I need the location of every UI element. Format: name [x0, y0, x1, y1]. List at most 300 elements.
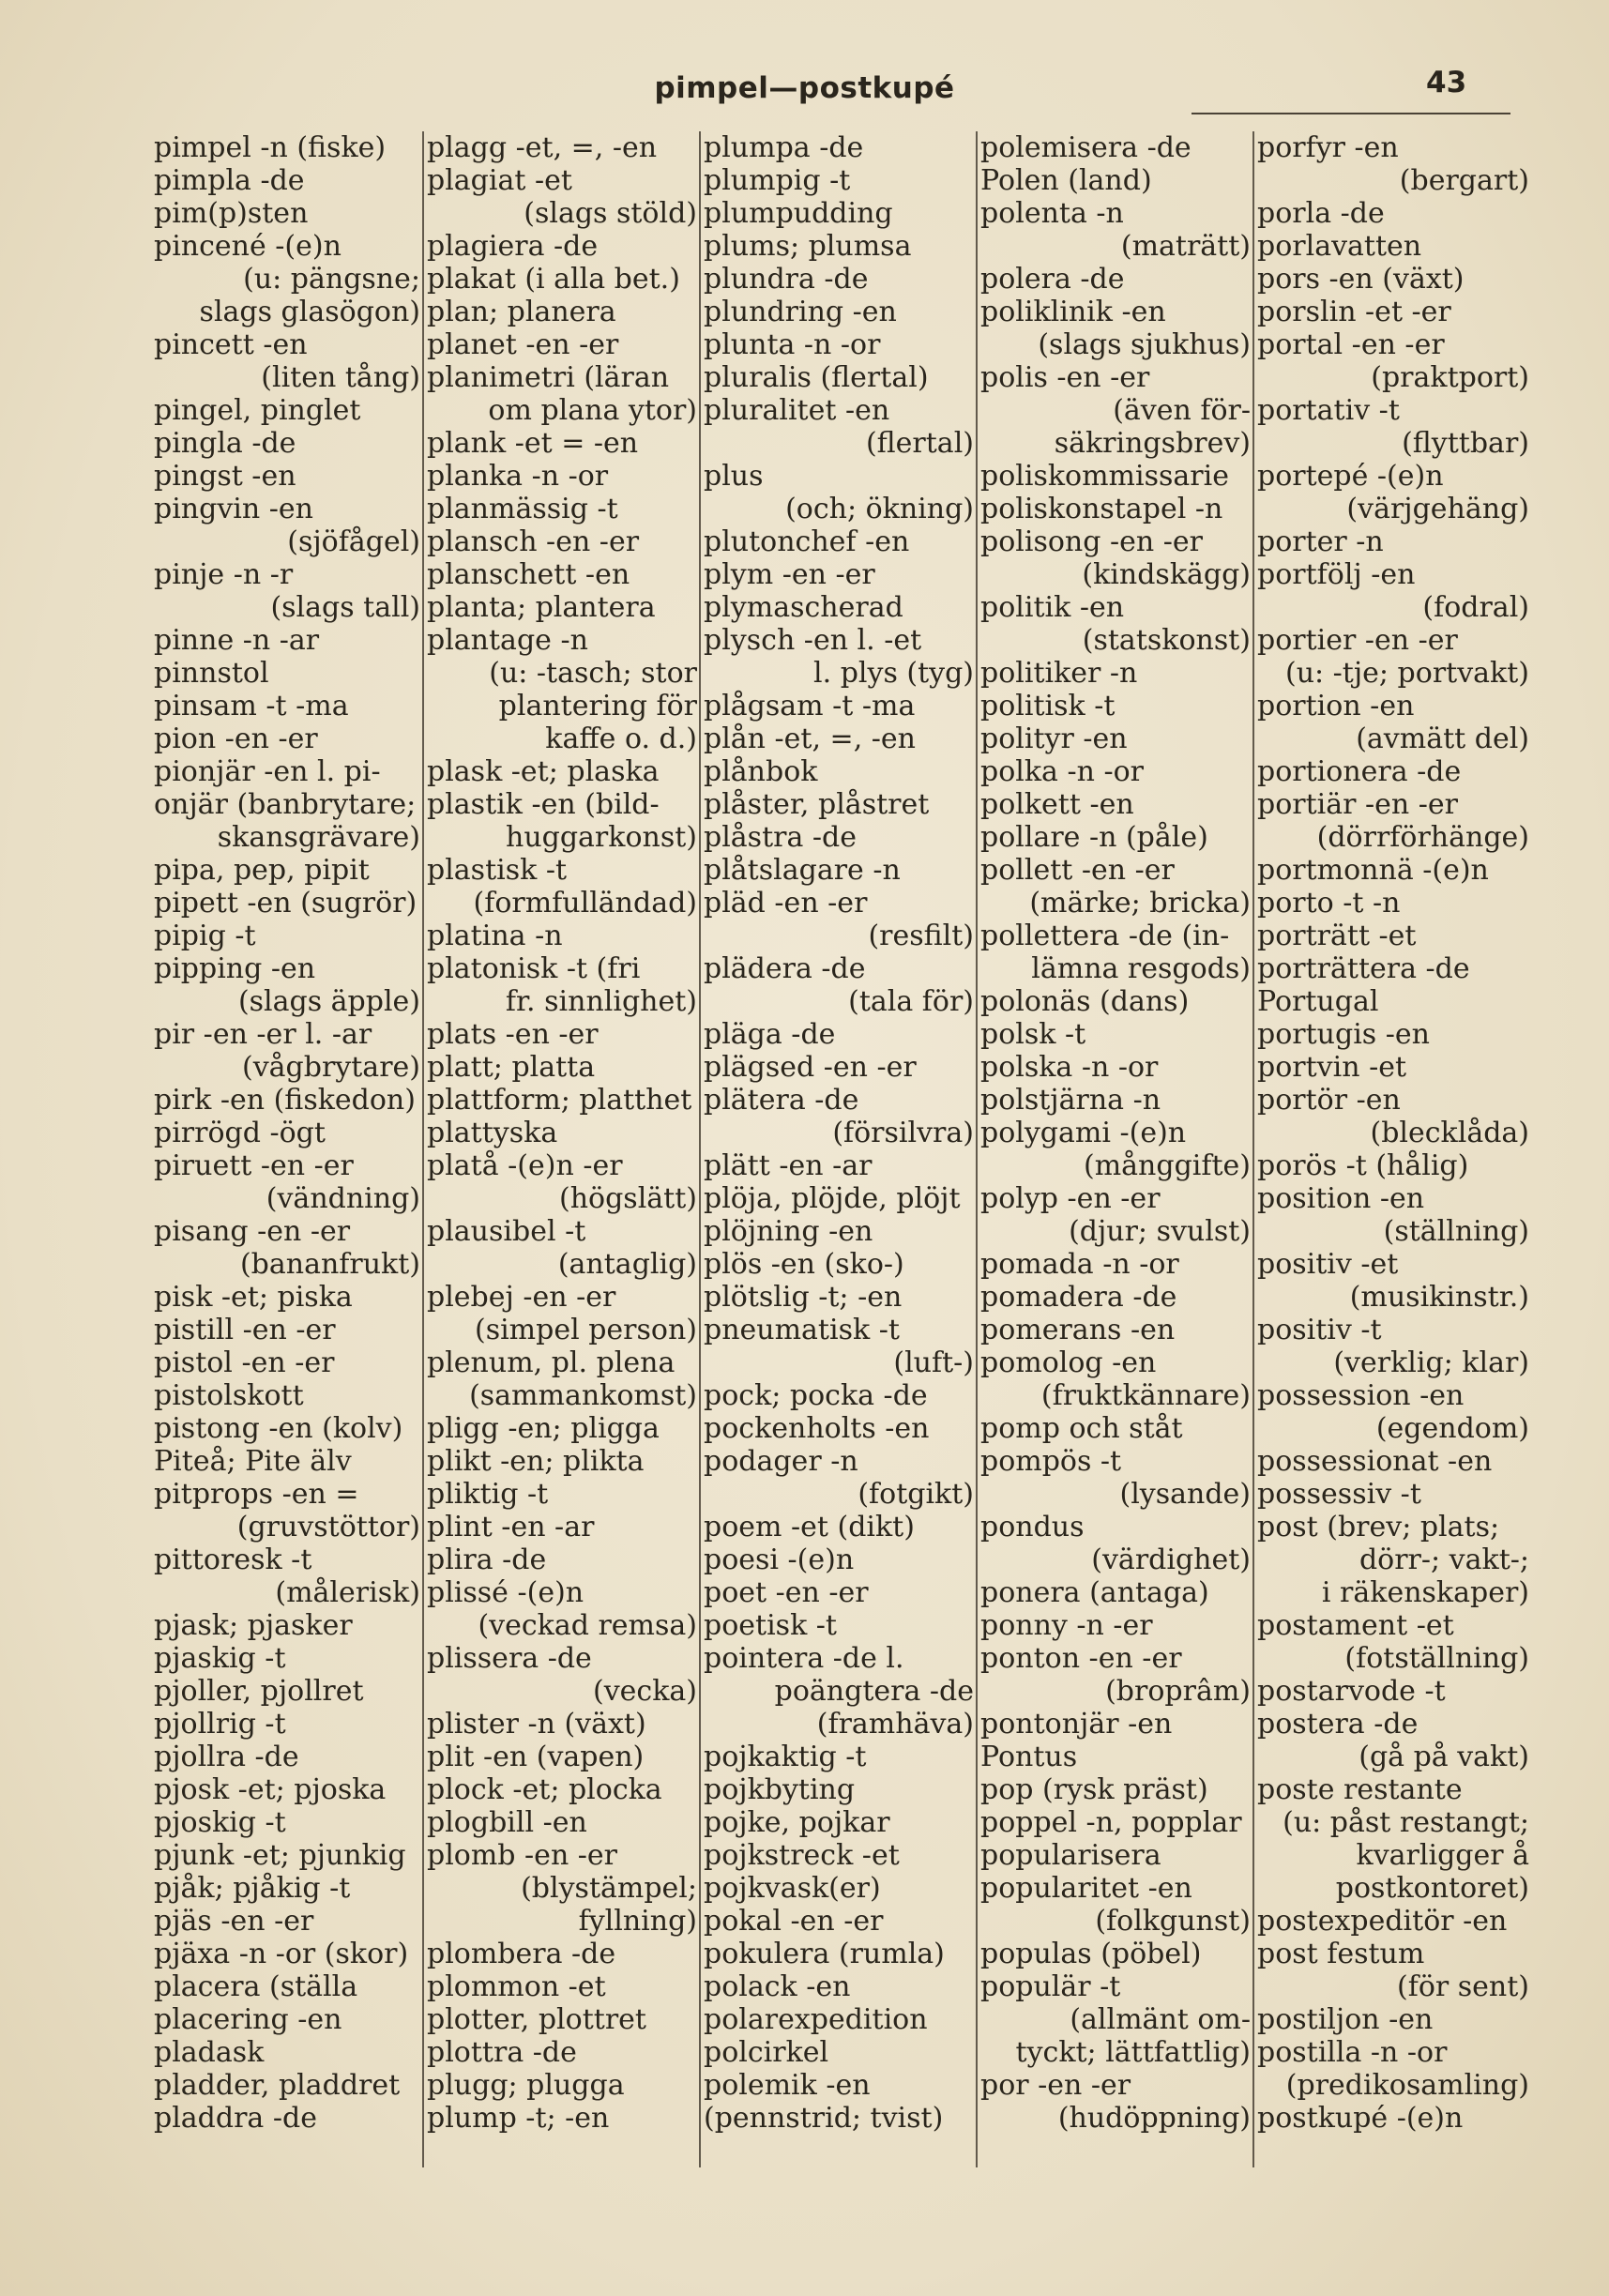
dictionary-entry-line: pors -en (växt)	[1257, 263, 1465, 296]
dictionary-entry-line: planta; plantera	[427, 591, 656, 624]
dictionary-entry-line: (blecklåda)	[1370, 1117, 1529, 1149]
dictionary-entry-line: plutonchef -en	[704, 525, 910, 558]
dictionary-entry-line: pingst -en	[154, 460, 296, 493]
dictionary-entry-line: pjosk -et; pjoska	[154, 1773, 387, 1806]
dictionary-entry-line: plastisk -t	[427, 854, 568, 887]
dictionary-entry-line: pirrögd -ögt	[154, 1117, 326, 1149]
dictionary-entry-line: position -en	[1257, 1182, 1425, 1215]
dictionary-entry-line: (värdighet)	[1091, 1543, 1251, 1576]
dictionary-entry-line: säkringsbrev)	[1054, 427, 1251, 460]
dictionary-entry-line: (verklig; klar)	[1333, 1346, 1529, 1379]
dictionary-entry-line: (luft-)	[893, 1346, 974, 1379]
dictionary-entry-line: planet -en -er	[427, 328, 619, 361]
dictionary-entry-line: por -en -er	[980, 2069, 1131, 2102]
dictionary-entry-line: plats -en -er	[427, 1018, 599, 1051]
dictionary-entry-line: (statskonst)	[1082, 624, 1251, 657]
dictionary-entry-line: Pontus	[980, 1741, 1078, 1773]
dictionary-entry-line: pointera -de l.	[704, 1642, 904, 1675]
dictionary-entry-line: politiker -n	[980, 657, 1138, 690]
dictionary-entry-line: plausibel -t	[427, 1215, 586, 1248]
dictionary-entry-line: plask -et; plaska	[427, 755, 660, 788]
dictionary-entry-line: (slags äpple)	[237, 985, 420, 1018]
dictionary-entry-line: plagiat -et	[427, 164, 572, 197]
dictionary-entry-line: pliktig -t	[427, 1478, 549, 1511]
dictionary-entry-line: possessionat -en	[1257, 1445, 1493, 1478]
page-number: 43	[1426, 66, 1467, 99]
dictionary-entry-line: pjåk; pjåkig -t	[154, 1872, 351, 1905]
dictionary-entry-line: plikt -en; plikta	[427, 1445, 645, 1478]
dictionary-entry-line: pipping -en	[154, 952, 316, 985]
dictionary-entry-line: portfölj -en	[1257, 558, 1416, 591]
dictionary-entry-line: plymascherad	[704, 591, 903, 624]
dictionary-entry-line: plit -en (vapen)	[427, 1741, 645, 1773]
dictionary-entry-line: (simpel person)	[474, 1314, 697, 1346]
dictionary-entry-line: ponton -en -er	[980, 1642, 1182, 1675]
dictionary-entry-line: polkett -en	[980, 788, 1134, 821]
dictionary-entry-line: plister -n (växt)	[427, 1708, 646, 1741]
dictionary-entry-line: poängtera -de	[774, 1675, 974, 1708]
dictionary-entry-line: dörr-; vakt-;	[1359, 1543, 1529, 1576]
dictionary-entry-line: kaffe o. d.)	[545, 722, 697, 755]
dictionary-entry-line: pjollra -de	[154, 1741, 299, 1773]
dictionary-entry-line: platå -(e)n -er	[427, 1149, 623, 1182]
dictionary-entry-line: plundring -en	[704, 296, 897, 328]
dictionary-entry-line: plebej -en -er	[427, 1281, 616, 1314]
dictionary-entry-line: (lysande)	[1119, 1478, 1251, 1511]
dictionary-entry-line: pjaskig -t	[154, 1642, 286, 1675]
dictionary-entry-line: (framhäva)	[816, 1708, 974, 1741]
dictionary-entry-line: poliskonstapel -n	[980, 493, 1223, 525]
dictionary-entry-line: porlavatten	[1257, 230, 1422, 263]
dictionary-entry-line: i räkenskaper)	[1321, 1576, 1529, 1609]
dictionary-entry-line: populär -t	[980, 1970, 1121, 2003]
dictionary-entry-line: plätera -de	[704, 1084, 859, 1117]
dictionary-entry-line: (praktport)	[1371, 361, 1529, 394]
column-divider-3	[976, 131, 978, 2167]
dictionary-entry-line: polstjärna -n	[980, 1084, 1161, 1117]
dictionary-entry-line: (gruvstöttor)	[236, 1511, 420, 1543]
dictionary-entry-line: plock -et; plocka	[427, 1773, 662, 1806]
dictionary-entry-line: lämna resgods)	[1031, 952, 1251, 985]
dictionary-entry-line: plädera -de	[704, 952, 866, 985]
dictionary-entry-line: plåtslagare -n	[704, 854, 901, 887]
dictionary-entry-line: post (brev; plats;	[1257, 1511, 1500, 1543]
dictionary-entry-line: polis -en -er	[980, 361, 1150, 394]
dictionary-entry-line: (fodral)	[1422, 591, 1529, 624]
dictionary-entry-line: pjoskig -t	[154, 1806, 286, 1839]
dictionary-entry-line: (u: -tasch; stor	[489, 657, 697, 690]
dictionary-entry-line: popularisera	[980, 1839, 1161, 1872]
dictionary-entry-line: plus	[704, 460, 764, 493]
dictionary-entry-line: postilla -n -or	[1257, 2036, 1448, 2069]
dictionary-entry-line: poliklinik -en	[980, 296, 1166, 328]
dictionary-entry-line: (formfulländad)	[473, 887, 697, 920]
dictionary-entry-line: slags glasögon)	[199, 296, 420, 328]
dictionary-entry-line: plägsed -en -er	[704, 1051, 917, 1084]
dictionary-entry-line: plissé -(e)n	[427, 1576, 584, 1609]
dictionary-entry-line: plumpa -de	[704, 131, 864, 164]
dictionary-entry-line: pligg -en; pligga	[427, 1412, 660, 1445]
dictionary-entry-line: platonisk -t (fri	[427, 952, 641, 985]
dictionary-entry-line: (märke; bricka)	[1029, 887, 1251, 920]
dictionary-entry-line: (u: -tje; portvakt)	[1285, 657, 1529, 690]
dictionary-entry-line: pisk -et; piska	[154, 1281, 353, 1314]
dictionary-entry-line: pjäs -en -er	[154, 1905, 314, 1938]
dictionary-entry-line: pladder, pladdret	[154, 2069, 401, 2102]
dictionary-entry-line: pomolog -en	[980, 1346, 1157, 1379]
dictionary-entry-line: pock; pocka -de	[704, 1379, 928, 1412]
dictionary-entry-line: plombera -de	[427, 1938, 616, 1970]
dictionary-entry-line: postarvode -t	[1257, 1675, 1446, 1708]
dictionary-entry-line: polack -en	[704, 1970, 851, 2003]
dictionary-entry-line: pimpla -de	[154, 164, 305, 197]
dictionary-entry-line: pojkbyting	[704, 1773, 856, 1806]
dictionary-entry-line: populas (pöbel)	[980, 1938, 1202, 1970]
dictionary-entry-line: polygami -(e)n	[980, 1117, 1187, 1149]
dictionary-entry-line: pollare -n (påle)	[980, 821, 1208, 854]
dictionary-entry-line: plöja, plöjde, plöjt	[704, 1182, 961, 1215]
dictionary-entry-line: pojke, pojkar	[704, 1806, 890, 1839]
dictionary-entry-line: plantering för	[498, 690, 697, 722]
dictionary-entry-line: (sjöfågel)	[287, 525, 420, 558]
dictionary-entry-line: pipa, pep, pipit	[154, 854, 370, 887]
dictionary-entry-line: postament -et	[1257, 1609, 1454, 1642]
dictionary-entry-line: pokal -en -er	[704, 1905, 884, 1938]
dictionary-entry-line: portepé -(e)n	[1257, 460, 1444, 493]
dictionary-entry-line: (kindskägg)	[1082, 558, 1251, 591]
dictionary-entry-line: pirk -en (fiskedon)	[154, 1084, 416, 1117]
dictionary-entry-line: positiv -t	[1257, 1314, 1382, 1346]
dictionary-entry-line: pluralis (flertal)	[704, 361, 929, 394]
dictionary-entry-line: fr. sinnlighet)	[505, 985, 697, 1018]
page-header-title: pimpel—postkupé	[654, 71, 955, 105]
dictionary-entry-line: plattyska	[427, 1117, 558, 1149]
dictionary-entry-line: porträtt -et	[1257, 920, 1417, 952]
dictionary-entry-line: (djur; svulst)	[1069, 1215, 1251, 1248]
dictionary-entry-line: plötslig -t; -en	[704, 1281, 903, 1314]
dictionary-entry-line: pisang -en -er	[154, 1215, 351, 1248]
dictionary-entry-line: plysch -en l. -et	[704, 624, 922, 657]
dictionary-entry-line: plugg; plugga	[427, 2069, 625, 2102]
dictionary-column-4	[980, 131, 1251, 2167]
dictionary-entry-line: pinsam -t -ma	[154, 690, 349, 722]
dictionary-entry-line: (flertal)	[865, 427, 974, 460]
dictionary-entry-line: postexpeditör -en	[1257, 1905, 1508, 1938]
dictionary-entry-line: pojkstreck -et	[704, 1839, 900, 1872]
dictionary-entry-line: plagg -et, =, -en	[427, 131, 658, 164]
dictionary-entry-line: postiljon -en	[1257, 2003, 1434, 2036]
dictionary-entry-line: (för sent)	[1397, 1970, 1529, 2003]
dictionary-entry-line: pincett -en	[154, 328, 308, 361]
dictionary-entry-line: pionjär -en l. pi-	[154, 755, 381, 788]
dictionary-entry-line: placera (ställa	[154, 1970, 358, 2003]
dictionary-entry-line: portier -en -er	[1257, 624, 1458, 657]
dictionary-entry-line: pläga -de	[704, 1018, 836, 1051]
dictionary-entry-line: (månggifte)	[1084, 1149, 1251, 1182]
dictionary-entry-line: plågsam -t -ma	[704, 690, 916, 722]
dictionary-entry-line: pir -en -er l. -ar	[154, 1018, 372, 1051]
dictionary-entry-line: postkontoret)	[1335, 1872, 1529, 1905]
dictionary-entry-line: (bananfrukt)	[239, 1248, 420, 1281]
dictionary-entry-line: porös -t (hålig)	[1257, 1149, 1469, 1182]
dictionary-entry-line: pojkvask(er)	[704, 1872, 881, 1905]
dictionary-entry-line: plånbok	[704, 755, 818, 788]
dictionary-entry-line: polyp -en -er	[980, 1182, 1161, 1215]
dictionary-entry-line: pollett -en -er	[980, 854, 1175, 887]
dictionary-entry-line: plån -et, =, -en	[704, 722, 916, 755]
dictionary-entry-line: pomadera -de	[980, 1281, 1177, 1314]
dictionary-entry-line: plira -de	[427, 1543, 547, 1576]
dictionary-entry-line: (försilvra)	[832, 1117, 974, 1149]
dictionary-entry-line: portal -en -er	[1257, 328, 1445, 361]
dictionary-entry-line: (predikosamling)	[1285, 2069, 1529, 2102]
dictionary-entry-line: (vändning)	[266, 1182, 420, 1215]
dictionary-entry-line: (vågbrytare)	[242, 1051, 420, 1084]
dictionary-entry-line: plenum, pl. plena	[427, 1346, 675, 1379]
column-divider-2	[699, 131, 701, 2167]
dictionary-entry-line: (broprâm)	[1105, 1675, 1251, 1708]
dictionary-entry-line: pion -en -er	[154, 722, 318, 755]
dictionary-entry-line: pjäxa -n -or (skor)	[154, 1938, 409, 1970]
dictionary-entry-line: politik -en	[980, 591, 1125, 624]
dictionary-entry-line: planschett -en	[427, 558, 630, 591]
dictionary-entry-line: (tala för)	[848, 985, 974, 1018]
dictionary-entry-line: polsk -t	[980, 1018, 1086, 1051]
dictionary-entry-line: plattform; platthet	[427, 1084, 692, 1117]
dictionary-entry-line: porträttera -de	[1257, 952, 1470, 985]
dictionary-entry-line: (värjgehäng)	[1346, 493, 1529, 525]
dictionary-entry-line: porslin -et -er	[1257, 296, 1451, 328]
dictionary-entry-line: polemik -en	[704, 2069, 871, 2102]
dictionary-entry-line: (antaglig)	[557, 1248, 697, 1281]
dictionary-entry-line: pomerans -en	[980, 1314, 1176, 1346]
dictionary-entry-line: kvarligger å	[1356, 1839, 1529, 1872]
dictionary-entry-line: (musikinstr.)	[1349, 1281, 1529, 1314]
dictionary-entry-line: (även för-	[1113, 394, 1251, 427]
dictionary-entry-line: pneumatisk -t	[704, 1314, 900, 1346]
dictionary-entry-line: plansch -en -er	[427, 525, 640, 558]
dictionary-entry-line: pjoller, pjollret	[154, 1675, 364, 1708]
dictionary-entry-line: (fruktkännare)	[1040, 1379, 1251, 1412]
dictionary-entry-line: (dörrförhänge)	[1316, 821, 1529, 854]
dictionary-entry-line: (slags sjukhus)	[1038, 328, 1251, 361]
dictionary-entry-line: pingvin -en	[154, 493, 313, 525]
dictionary-entry-line: plan; planera	[427, 296, 616, 328]
dictionary-entry-line: porto -t -n	[1257, 887, 1401, 920]
dictionary-entry-line: ponny -n -er	[980, 1609, 1153, 1642]
dictionary-entry-line: plotter, plottret	[427, 2003, 646, 2036]
dictionary-entry-line: pittoresk -t	[154, 1543, 312, 1576]
dictionary-entry-line: poetisk -t	[704, 1609, 837, 1642]
dictionary-entry-line: pompös -t	[980, 1445, 1122, 1478]
dictionary-entry-line: plåster, plåstret	[704, 788, 930, 821]
dictionary-entry-line: placering -en	[154, 2003, 342, 2036]
dictionary-entry-line: plunta -n -or	[704, 328, 881, 361]
dictionary-entry-line: (bergart)	[1399, 164, 1529, 197]
dictionary-entry-line: plumpig -t	[704, 164, 851, 197]
dictionary-entry-line: poet -en -er	[704, 1576, 869, 1609]
dictionary-entry-line: pistol -en -er	[154, 1346, 335, 1379]
dictionary-entry-line: (blystämpel;	[521, 1872, 697, 1905]
dictionary-entry-line: pläd -en -er	[704, 887, 868, 920]
dictionary-entry-line: (veckad remsa)	[478, 1609, 697, 1642]
dictionary-entry-line: (hudöppning)	[1057, 2102, 1251, 2135]
dictionary-entry-line: (högslätt)	[559, 1182, 697, 1215]
dictionary-entry-line: politisk -t	[980, 690, 1116, 722]
dictionary-entry-line: porter -n	[1257, 525, 1384, 558]
dictionary-entry-line: porla -de	[1257, 197, 1385, 230]
dictionary-entry-line: pipig -t	[154, 920, 256, 952]
dictionary-entry-line: plump -t; -en	[427, 2102, 610, 2135]
dictionary-entry-line: pomada -n -or	[980, 1248, 1179, 1281]
dictionary-entry-line: pluralitet -en	[704, 394, 890, 427]
dictionary-entry-line: positiv -et	[1257, 1248, 1399, 1281]
dictionary-entry-line: piruett -en -er	[154, 1149, 354, 1182]
dictionary-entry-line: plums; plumsa	[704, 230, 912, 263]
dictionary-entry-line: ponera (antaga)	[980, 1576, 1209, 1609]
dictionary-entry-line: (allmänt om-	[1070, 2003, 1251, 2036]
dictionary-entry-line: plumpudding	[704, 197, 893, 230]
dictionary-entry-line: (gå på vakt)	[1359, 1741, 1529, 1773]
dictionary-entry-line: portugis -en	[1257, 1018, 1430, 1051]
dictionary-entry-line: plastik -en (bild-	[427, 788, 660, 821]
dictionary-entry-line: Polen (land)	[980, 164, 1152, 197]
column-divider-4	[1252, 131, 1254, 2167]
dictionary-entry-line: pimpel -n (fiske)	[154, 131, 387, 164]
dictionary-column-5	[1257, 131, 1529, 2167]
dictionary-entry-line: polera -de	[980, 263, 1125, 296]
dictionary-entry-line: (slags stöld)	[524, 197, 697, 230]
dictionary-entry-line: portmonnä -(e)n	[1257, 854, 1489, 887]
dictionary-entry-line: pokulera (rumla)	[704, 1938, 945, 1970]
dictionary-entry-line: poppel -n, popplar	[980, 1806, 1242, 1839]
dictionary-entry-line: portvin -et	[1257, 1051, 1407, 1084]
dictionary-entry-line: polonäs (dans)	[980, 985, 1190, 1018]
dictionary-entry-line: pinnstol	[154, 657, 269, 690]
dictionary-entry-line: polisong -en -er	[980, 525, 1203, 558]
dictionary-entry-line: poste restante	[1257, 1773, 1463, 1806]
dictionary-entry-line: possession -en	[1257, 1379, 1465, 1412]
dictionary-entry-line: (målerisk)	[275, 1576, 420, 1609]
dictionary-entry-line: post festum	[1257, 1938, 1425, 1970]
dictionary-entry-line: (pennstrid; tvist)	[704, 2102, 944, 2135]
dictionary-entry-line: pistill -en -er	[154, 1314, 336, 1346]
dictionary-entry-line: pinje -n -r	[154, 558, 294, 591]
dictionary-entry-line: pipett -en (sugrör)	[154, 887, 417, 920]
dictionary-entry-line: plöjning -en	[704, 1215, 873, 1248]
dictionary-entry-line: plomb -en -er	[427, 1839, 618, 1872]
dictionary-entry-line: portiär -en -er	[1257, 788, 1458, 821]
dictionary-entry-line: Piteå; Pite älv	[154, 1445, 352, 1478]
dictionary-entry-line: pontonjär -en	[980, 1708, 1173, 1741]
dictionary-entry-line: pladdra -de	[154, 2102, 317, 2135]
dictionary-entry-line: polenta -n	[980, 197, 1124, 230]
dictionary-entry-line: planka -n -or	[427, 460, 609, 493]
column-divider-1	[422, 131, 424, 2167]
dictionary-entry-line: pollettera -de (in-	[980, 920, 1230, 952]
dictionary-entry-line: pingel, pinglet	[154, 394, 361, 427]
dictionary-entry-line: pladask	[154, 2036, 265, 2069]
dictionary-entry-line: portion -en	[1257, 690, 1415, 722]
dictionary-entry-line: poliskommissarie	[980, 460, 1229, 493]
dictionary-entry-line: (u: pängsne;	[243, 263, 420, 296]
dictionary-entry-line: pincené -(e)n	[154, 230, 342, 263]
dictionary-entry-line: plank -et = -en	[427, 427, 639, 460]
header-rule	[1192, 113, 1510, 114]
dictionary-entry-line: plätt -en -ar	[704, 1149, 873, 1182]
dictionary-entry-line: portionera -de	[1257, 755, 1462, 788]
dictionary-column-3	[704, 131, 974, 2167]
dictionary-entry-line: plundra -de	[704, 263, 869, 296]
dictionary-column-2	[427, 131, 697, 2167]
dictionary-entry-line: pojkaktig -t	[704, 1741, 867, 1773]
dictionary-entry-line: (slags tall)	[270, 591, 420, 624]
dictionary-entry-line: (u: påst restangt;	[1283, 1806, 1529, 1839]
dictionary-entry-line: skansgrävare)	[217, 821, 420, 854]
dictionary-entry-line: platt; platta	[427, 1051, 596, 1084]
dictionary-entry-line: polityr -en	[980, 722, 1128, 755]
dictionary-entry-line: tyckt; lättfattlig)	[1015, 2036, 1251, 2069]
dictionary-entry-line: postera -de	[1257, 1708, 1419, 1741]
dictionary-entry-line: (liten tång)	[261, 361, 420, 394]
dictionary-entry-line: (maträtt)	[1120, 230, 1251, 263]
dictionary-entry-line: poesi -(e)n	[704, 1543, 855, 1576]
dictionary-entry-line: (fotgikt)	[858, 1478, 974, 1511]
dictionary-entry-line: porfyr -en	[1257, 131, 1399, 164]
dictionary-entry-line: polemisera -de	[980, 131, 1192, 164]
dictionary-entry-line: polka -n -or	[980, 755, 1144, 788]
dictionary-entry-line: pockenholts -en	[704, 1412, 930, 1445]
dictionary-entry-line: plogbill -en	[427, 1806, 587, 1839]
dictionary-entry-line: fyllning)	[578, 1905, 697, 1938]
dictionary-entry-line: pistong -en (kolv)	[154, 1412, 403, 1445]
dictionary-entry-line: podager -n	[704, 1445, 858, 1478]
dictionary-entry-line: pitprops -en =	[154, 1478, 359, 1511]
dictionary-entry-line: (folkgunst)	[1095, 1905, 1251, 1938]
dictionary-entry-line: pondus	[980, 1511, 1085, 1543]
dictionary-entry-line: planimetri (läran	[427, 361, 670, 394]
dictionary-entry-line: plottra -de	[427, 2036, 577, 2069]
dictionary-entry-line: (egendom)	[1375, 1412, 1529, 1445]
dictionary-entry-line: Portugal	[1257, 985, 1379, 1018]
dictionary-entry-line: pjunk -et; pjunkig	[154, 1839, 406, 1872]
dictionary-entry-line: plagiera -de	[427, 230, 599, 263]
dictionary-entry-line: (avmätt del)	[1356, 722, 1529, 755]
dictionary-entry-line: planmässig -t	[427, 493, 618, 525]
dictionary-entry-line: possessiv -t	[1257, 1478, 1421, 1511]
dictionary-entry-line: om plana ytor)	[488, 394, 697, 427]
dictionary-entry-line: polarexpedition	[704, 2003, 928, 2036]
dictionary-entry-line: pjask; pjasker	[154, 1609, 353, 1642]
dictionary-entry-line: platina -n	[427, 920, 563, 952]
dictionary-entry-line: pop (rysk präst)	[980, 1773, 1208, 1806]
dictionary-entry-line: popularitet -en	[980, 1872, 1192, 1905]
dictionary-entry-line: (flyttbar)	[1402, 427, 1529, 460]
dictionary-entry-line: portativ -t	[1257, 394, 1400, 427]
dictionary-entry-line: (sammankomst)	[469, 1379, 697, 1412]
dictionary-entry-line: plissera -de	[427, 1642, 592, 1675]
dictionary-entry-line: pingla -de	[154, 427, 296, 460]
dictionary-entry-line: polcirkel	[704, 2036, 829, 2069]
dictionary-entry-line: plint -en -ar	[427, 1511, 595, 1543]
dictionary-entry-line: l. plys (tyg)	[813, 657, 974, 690]
dictionary-entry-line: plommon -et	[427, 1970, 606, 2003]
dictionary-entry-line: onjär (banbrytare;	[154, 788, 417, 821]
dictionary-entry-line: plakat (i alla bet.)	[427, 263, 680, 296]
dictionary-entry-line: portör -en	[1257, 1084, 1401, 1117]
dictionary-entry-line: (ställning)	[1383, 1215, 1529, 1248]
dictionary-entry-line: (fotställning)	[1344, 1642, 1529, 1675]
